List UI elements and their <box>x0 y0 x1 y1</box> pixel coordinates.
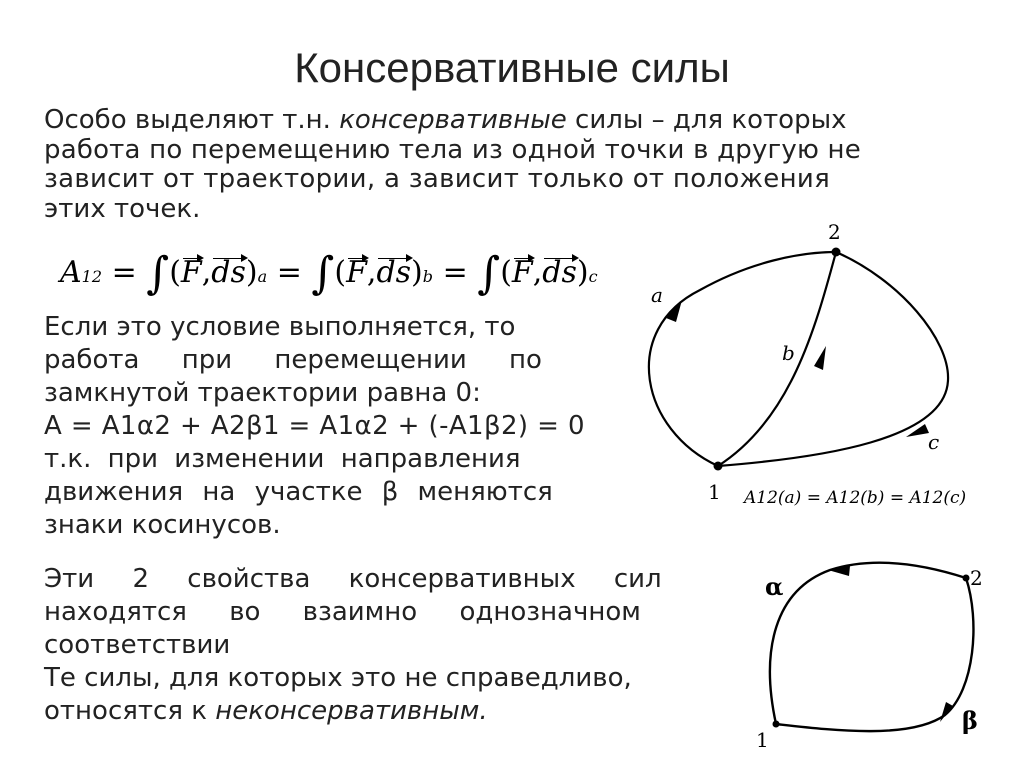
condition-line-7: знаки косинусов. <box>44 510 281 540</box>
condition-line-6: движения на участке β меняются <box>44 477 553 507</box>
force-vector-1: F <box>180 255 202 290</box>
intro-text-4: зависит от траектории, а зависит только от положения <box>44 164 831 194</box>
integral-sign-2: ∫ <box>311 248 335 299</box>
intro-line-4: этих точек. <box>44 193 201 224</box>
label-point-2-second: 2 <box>970 566 983 590</box>
condition-line-5: т.к. при изменении направления <box>44 444 521 474</box>
integral-sign-1: ∫ <box>146 248 170 299</box>
properties-term-nonconservative: неконсервативным. <box>215 696 488 726</box>
properties-text-5: относятся к <box>44 696 207 726</box>
properties-line-1: Эти 2 свойства консервативных сил <box>44 564 662 594</box>
ds-vector-1: ds <box>211 255 246 290</box>
formula-sub-c: c <box>588 267 598 286</box>
label-beta: β <box>962 706 978 735</box>
path-alpha <box>770 563 966 724</box>
label-path-b: b <box>782 341 795 365</box>
arrow-c <box>906 424 929 437</box>
equal-work-caption: A12(a) = A12(b) = A12(c) <box>744 488 967 508</box>
condition-equation: А = А1α2 + А2β1 = А1α2 + (-А1β2) = 0 <box>44 411 585 441</box>
path-a <box>649 252 836 466</box>
slide-title: Консервативные силы <box>294 44 730 91</box>
formula-eq-2: = <box>276 255 302 290</box>
properties-line-3: соответствии <box>44 630 231 660</box>
diagram-paths-1 <box>649 252 948 466</box>
label-path-a: a <box>651 283 663 307</box>
ds-vector-3: ds <box>542 255 577 290</box>
properties-line-4: Те силы, для которых это не справедливо, <box>44 663 632 693</box>
formula-eq-3: = <box>442 255 468 290</box>
intro-text-2: силы – для которых <box>575 105 847 135</box>
intro-text-1: Особо выделяют т.н. <box>44 105 331 135</box>
integral-sign-3: ∫ <box>477 248 501 299</box>
label-alpha: α <box>765 572 784 601</box>
condition-line-3: замкнутой траектории равна 0: <box>44 378 481 408</box>
arrow-b <box>814 346 826 370</box>
formula-lhs-sub: 12 <box>81 267 103 286</box>
formula-sub-b: b <box>422 267 434 286</box>
label-path-c: c <box>928 430 940 454</box>
point-1-second <box>773 721 780 728</box>
arrow-beta <box>940 702 953 722</box>
point-1 <box>714 462 723 471</box>
point-2-second <box>963 575 970 582</box>
formula-sub-a: a <box>257 267 268 286</box>
intro-term-conservative: консервативные <box>339 105 567 135</box>
properties-line-2: находятся во взаимно однозначном <box>44 597 641 627</box>
condition-line-1: Если это условие выполняется, то <box>44 312 516 342</box>
condition-line-2: работа при перемещении по <box>44 345 542 375</box>
work-formula: A12 = ∫(F,ds)a = ∫(F,ds)b = ∫(F,ds)c <box>60 248 598 299</box>
diagram-paths-2 <box>770 563 974 731</box>
force-vector-3: F <box>511 255 533 290</box>
path-beta <box>776 578 973 731</box>
point-2 <box>832 248 841 257</box>
label-point-1: 1 <box>708 480 721 504</box>
label-point-1-second: 1 <box>756 728 769 752</box>
force-vector-2: F <box>346 255 367 290</box>
label-point-2: 2 <box>828 220 841 244</box>
formula-lhs: A <box>60 255 82 290</box>
formula-eq-1: = <box>111 255 137 290</box>
arrow-a <box>666 300 682 322</box>
ds-vector-2: ds <box>376 255 412 290</box>
intro-text-3: работа по перемещению тела из одной точки в другую не <box>44 134 861 165</box>
